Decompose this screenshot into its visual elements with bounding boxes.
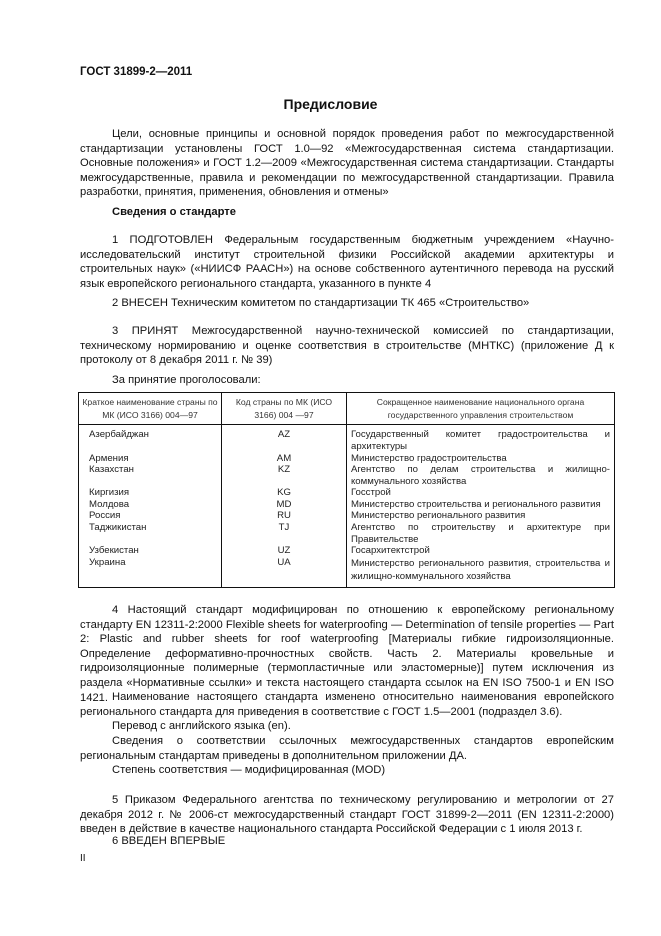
country-name: Молдова	[79, 499, 222, 511]
country-code: KG	[222, 487, 347, 499]
item-4-paragraph: 4 Настоящий стандарт модифицирован по отношению к европейскому региональному стандарту EN 12311-2:2000 Flexible sheets for waterproofing — Determination of tensile properties — Part 2: Plastic and rubber sheets for roof waterproofing [Материалы гибкие гидроизоляционные. Определение деформативно-прочностных свойств. Часть 2. Материалы кровельные и гидроизоляционные полимерные (термопластичные или эластомерные)] путем исключения из раздела «Нормативные ссылки» и текста настоящего стандарта ссылок на EN ISO 7500-1 и EN ISO 1421.	[80, 604, 614, 704]
item-4-degree: Степень соответствия — модифицированная (MOD)	[112, 764, 386, 776]
column-header-country: Краткое наименование страны по МК (ИСО 3166) 004—97	[79, 393, 222, 425]
country-code: UZ	[222, 545, 347, 557]
table-row	[79, 487, 615, 499]
item-6-paragraph: 6 ВВЕДЕН ВПЕРВЫЕ	[112, 835, 226, 847]
page-number: II	[80, 853, 86, 864]
country-code: UA	[222, 557, 347, 588]
item-2-paragraph: 2 ВНЕСЕН Техническим комитетом по стандартизации ТК 465 «Строительство»	[112, 297, 530, 309]
country-code: AM	[222, 453, 347, 465]
country-name: Украина	[79, 557, 222, 588]
authority-name: Министерство строительства и регионального развития	[347, 499, 615, 511]
authority-name: Госархитектстрой	[347, 545, 615, 557]
column-header-authority: Сокращенное наименование национального органа государственного управления строительством	[347, 393, 615, 425]
document-code: ГОСТ 31899-2—2011	[80, 66, 193, 78]
country-code: AZ	[222, 425, 347, 453]
table-row	[79, 522, 615, 545]
item-4-translation: Перевод с английского языка (en).	[112, 720, 291, 732]
country-name: Таджикистан	[79, 522, 222, 545]
country-name: Армения	[79, 453, 222, 465]
country-code: RU	[222, 510, 347, 522]
table-row	[79, 464, 615, 487]
country-name: Киргизия	[79, 487, 222, 499]
table-row	[79, 557, 615, 588]
item-5-paragraph: 5 Приказом Федерального агентства по техническому регулированию и метрологии от 27 декабря 2012 г. № 2006-ст межгосударственный стандарт ГОСТ 31899-2—2011 (EN 12311-2:2000) введен в действие в качестве национального стандарта Российской Федерации с 1 июля 2013 г.	[80, 794, 614, 836]
vote-intro: За принятие проголосовали:	[112, 374, 261, 386]
authority-name: Министерство регионального развития, строительства и жилищно-коммунального хозяйства	[347, 557, 615, 588]
authority-name: Госстрой	[347, 487, 615, 499]
country-code: TJ	[222, 522, 347, 545]
table-row	[79, 499, 615, 511]
authority-name: Агентство по строительству и архитектуре при Правительстве	[347, 522, 615, 545]
item-4-name-change: Наименование настоящего стандарта изменено относительно наименования европейского регионального стандарта для приведения в соответствие с ГОСТ 1.5—2001 (подраздел 3.6).	[80, 691, 614, 718]
item-4-references: Сведения о соответствии ссылочных межгосударственных стандартов европейским региональным стандартам приведены в дополнительном приложении ДА.	[80, 735, 614, 762]
country-name: Азербайджан	[79, 425, 222, 453]
table-row	[79, 453, 615, 465]
authority-name: Агентство по делам строительства и жилищно-коммунального хозяйства	[347, 464, 615, 487]
item-3-paragraph: 3 ПРИНЯТ Межгосударственной научно-технической комиссией по стандартизации, техническому нормированию и оценке соответствия в строительстве (МНТКС) (приложение Д к протоколу от 8 декабря 2011 г. № 39)	[80, 325, 614, 367]
country-name: Казахстан	[79, 464, 222, 487]
table-row	[79, 425, 615, 453]
authority-name: Министерство регионального развития	[347, 510, 615, 522]
country-code: KZ	[222, 464, 347, 487]
column-header-code: Код страны по МК (ИСО 3166) 004 —97	[222, 393, 347, 425]
country-name: Россия	[79, 510, 222, 522]
table-header-row	[79, 393, 615, 425]
country-code: MD	[222, 499, 347, 511]
intro-paragraph: Цели, основные принципы и основной порядок проведения работ по межгосударственной стандартизации установлены ГОСТ 1.0—92 «Межгосударственная система стандартизации. Основные положения» и ГОСТ 1.2—2009 «Межгосударственная система стандартизации. Стандарты межгосударственные, правила и рекомендации по межгосударственной стандартизации. Правила разработки, принятия, применения, обновления и отмены»	[80, 128, 614, 199]
voting-table	[78, 392, 615, 588]
item-1-paragraph: 1 ПОДГОТОВЛЕН Федеральным государственным бюджетным учреждением «Научно-исследовательский институт строительной физики Российской академии архитектуры и строительных наук» («НИИСФ РААСН») на основе собственного аутентичного перевода на русский язык европейского регионального стандарта, указанного в пункте 4	[80, 234, 614, 290]
section-heading: Сведения о стандарте	[112, 206, 236, 218]
table-row	[79, 545, 615, 557]
authority-name: Государственный комитет градостроительства и архитектуры	[347, 425, 615, 453]
page-title: Предисловие	[283, 96, 378, 112]
authority-name: Министерство градостроительства	[347, 453, 615, 465]
country-name: Узбекистан	[79, 545, 222, 557]
table-row	[79, 510, 615, 522]
